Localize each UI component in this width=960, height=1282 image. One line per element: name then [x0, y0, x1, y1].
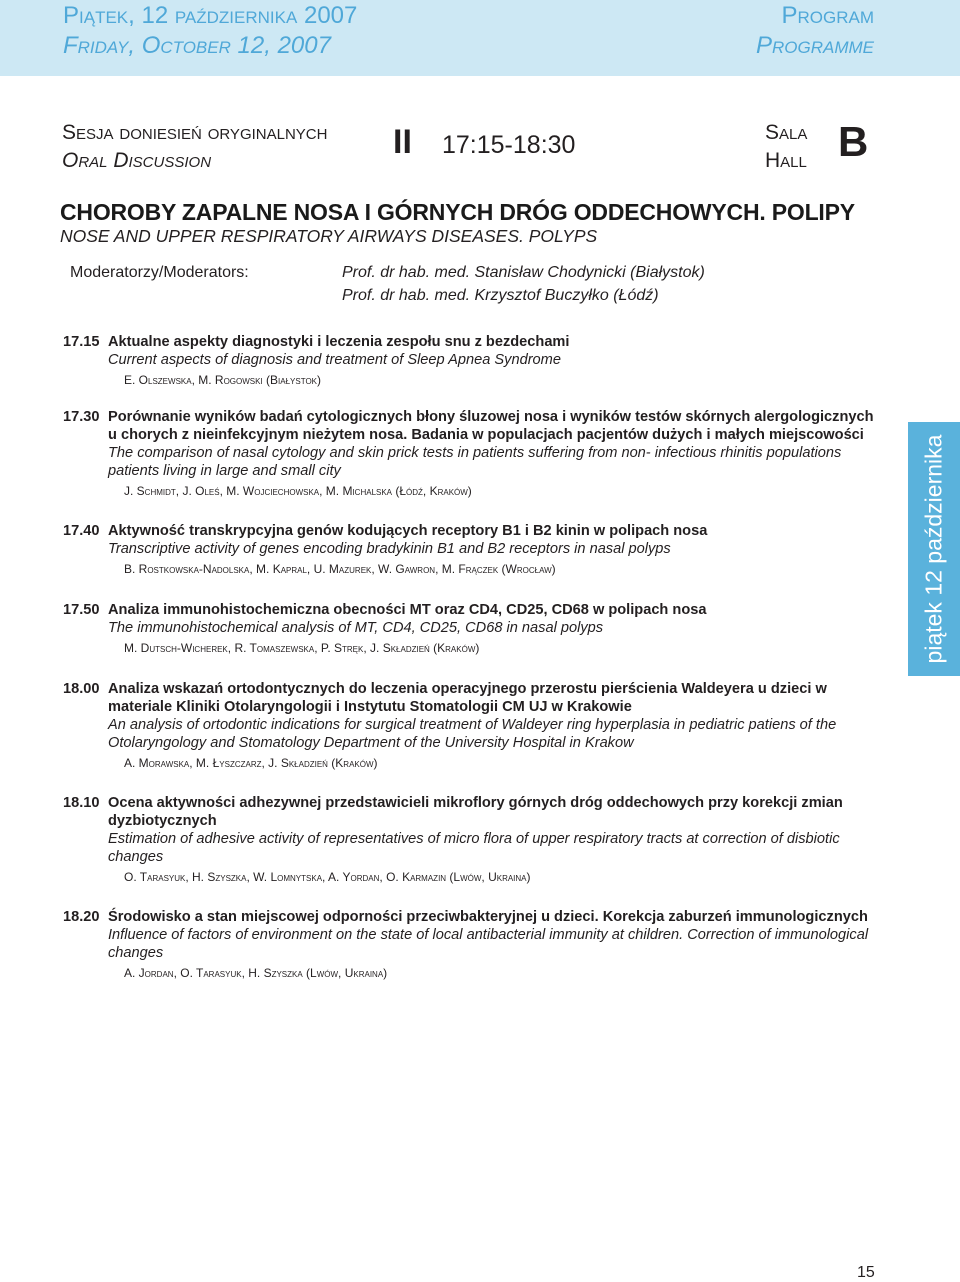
header-program-pl: Program: [781, 2, 874, 29]
item-authors: M. Dutsch-Wicherek, R. Tomaszewska, P. Stręk, J. Składzień (Kraków): [124, 641, 480, 655]
program-item: [63, 522, 878, 578]
item-authors: B. Rostkowska-Nadolska, M. Kapral, U. Mazurek, W. Gawron, M. Frączek (Wrocław): [124, 562, 556, 576]
side-date-text: piątek 12 października: [920, 434, 947, 664]
topic-title-pl: CHOROBY ZAPALNE NOSA I GÓRNYCH DRÓG ODDECHOWYCH. POLIPY: [60, 199, 855, 225]
item-authors: E. Olszewska, M. Rogowski (Białystok): [124, 373, 321, 387]
item-title-pl: Aktualne aspekty diagnostyki i leczenia zespołu snu z bezdechami: [108, 334, 570, 350]
hall-letter: B: [838, 118, 869, 165]
item-authors: A. Jordan, O. Tarasyuk, H. Szyszka (Lwów, Ukraina): [124, 966, 388, 980]
moderator-name: Prof. dr hab. med. Krzysztof Buczyłko (Łódź): [342, 287, 659, 304]
item-title-en: The comparison of nasal cytology and skin prick tests in patients suffering from non- infectious rhinitis populations patients living in large and small city: [108, 445, 842, 479]
session-type-pl: Sesja doniesień oryginalnych: [62, 121, 328, 144]
item-title-en: Estimation of adhesive activity of representatives of micro flora of upper respiratory tracts at correction of disbiotic changes: [108, 831, 840, 865]
item-title-pl: Środowisko a stan miejscowej odporności przeciwbakteryjnej u dzieci. Korekcja zaburzeń immunologicznych: [108, 909, 868, 925]
item-time: 17.15: [63, 334, 100, 350]
program-item: [63, 408, 878, 500]
item-title-en: Transcriptive activity of genes encoding bradykinin B1 and B2 receptors in nasal polyps: [108, 541, 671, 557]
program-item: [63, 680, 878, 772]
item-title-pl: Analiza immunohistochemiczna obecności MT oraz CD4, CD25, CD68 w polipach nosa: [108, 602, 707, 618]
page-number: 15: [857, 1264, 875, 1281]
header-date-en: Friday, October 12, 2007: [63, 32, 331, 59]
item-title-en: An analysis of ortodontic indications for surgical treatment of Waldeyer ring hyperplasia in pediatric patiens of the Otolaryngology and Stomatology Department of the University Hospital in Krakow: [108, 717, 837, 751]
program-item: [63, 794, 878, 886]
item-authors: O. Tarasyuk, H. Szyszka, W. Lomnytska, A. Yordan, O. Karmazin (Lwów, Ukraina): [124, 870, 531, 884]
item-authors: A. Morawska, M. Łyszczarz, J. Składzień (Kraków): [124, 756, 378, 770]
item-time: 17.50: [63, 602, 100, 618]
hall-label-pl: Sala: [765, 121, 808, 144]
program-item: [63, 601, 878, 657]
moderators-label: Moderatorzy/Moderators:: [70, 264, 249, 281]
item-time: 18.20: [63, 909, 100, 925]
item-title-en: Current aspects of diagnosis and treatment of Sleep Apnea Syndrome: [108, 352, 561, 368]
header-date-pl: Piątek, 12 października 2007: [63, 2, 358, 29]
program-item: [63, 908, 878, 982]
item-title-pl: Analiza wskazań ortodontycznych do leczenia operacyjnego przerostu pierścienia Waldeyera u dzieci w materiale Kliniki Otolaryngologii i Instytutu Stomatologii CM UJ w Krakowie: [108, 681, 827, 715]
item-authors: J. Schmidt, J. Oleś, M. Wojciechowska, M. Michalska (Łódź, Kraków): [124, 484, 472, 498]
item-title-pl: Porównanie wyników badań cytologicznych błony śluzowej nosa i wyników testów skórnych alergologicznych u chorych z nieinfekcyjnym nieżytem nosa. Badania w populacjach pacjentów dużych i małych miejscowości: [108, 409, 874, 443]
item-time: 17.40: [63, 523, 100, 539]
session-number: II: [393, 123, 412, 161]
item-time: 18.10: [63, 795, 100, 811]
item-title-pl: Ocena aktywności adhezywnej przedstawicieli mikroflory górnych dróg oddechowych przy korekcji zmian dyzbiotycznych: [108, 795, 843, 829]
session-type-en: Oral Discussion: [62, 149, 212, 172]
moderator-name: Prof. dr hab. med. Stanisław Chodynicki (Białystok): [342, 264, 705, 281]
program-item: [63, 333, 878, 389]
item-title-en: The immunohistochemical analysis of MT, CD4, CD25, CD68 in nasal polyps: [108, 620, 604, 636]
hall-label-en: Hall: [765, 149, 807, 172]
header-program-en: Programme: [755, 32, 874, 59]
topic-title-en: NOSE AND UPPER RESPIRATORY AIRWAYS DISEASES. POLYPS: [60, 226, 598, 246]
item-time: 17.30: [63, 409, 100, 425]
item-title-pl: Aktywność transkrypcyjna genów kodujących receptory B1 i B2 kinin w polipach nosa: [108, 523, 708, 539]
item-title-en: Influence of factors of environment on the state of local antibacterial immunity at children. Correction of immunological changes: [108, 927, 869, 961]
item-time: 18.00: [63, 681, 100, 697]
session-time: 17:15-18:30: [442, 131, 576, 159]
